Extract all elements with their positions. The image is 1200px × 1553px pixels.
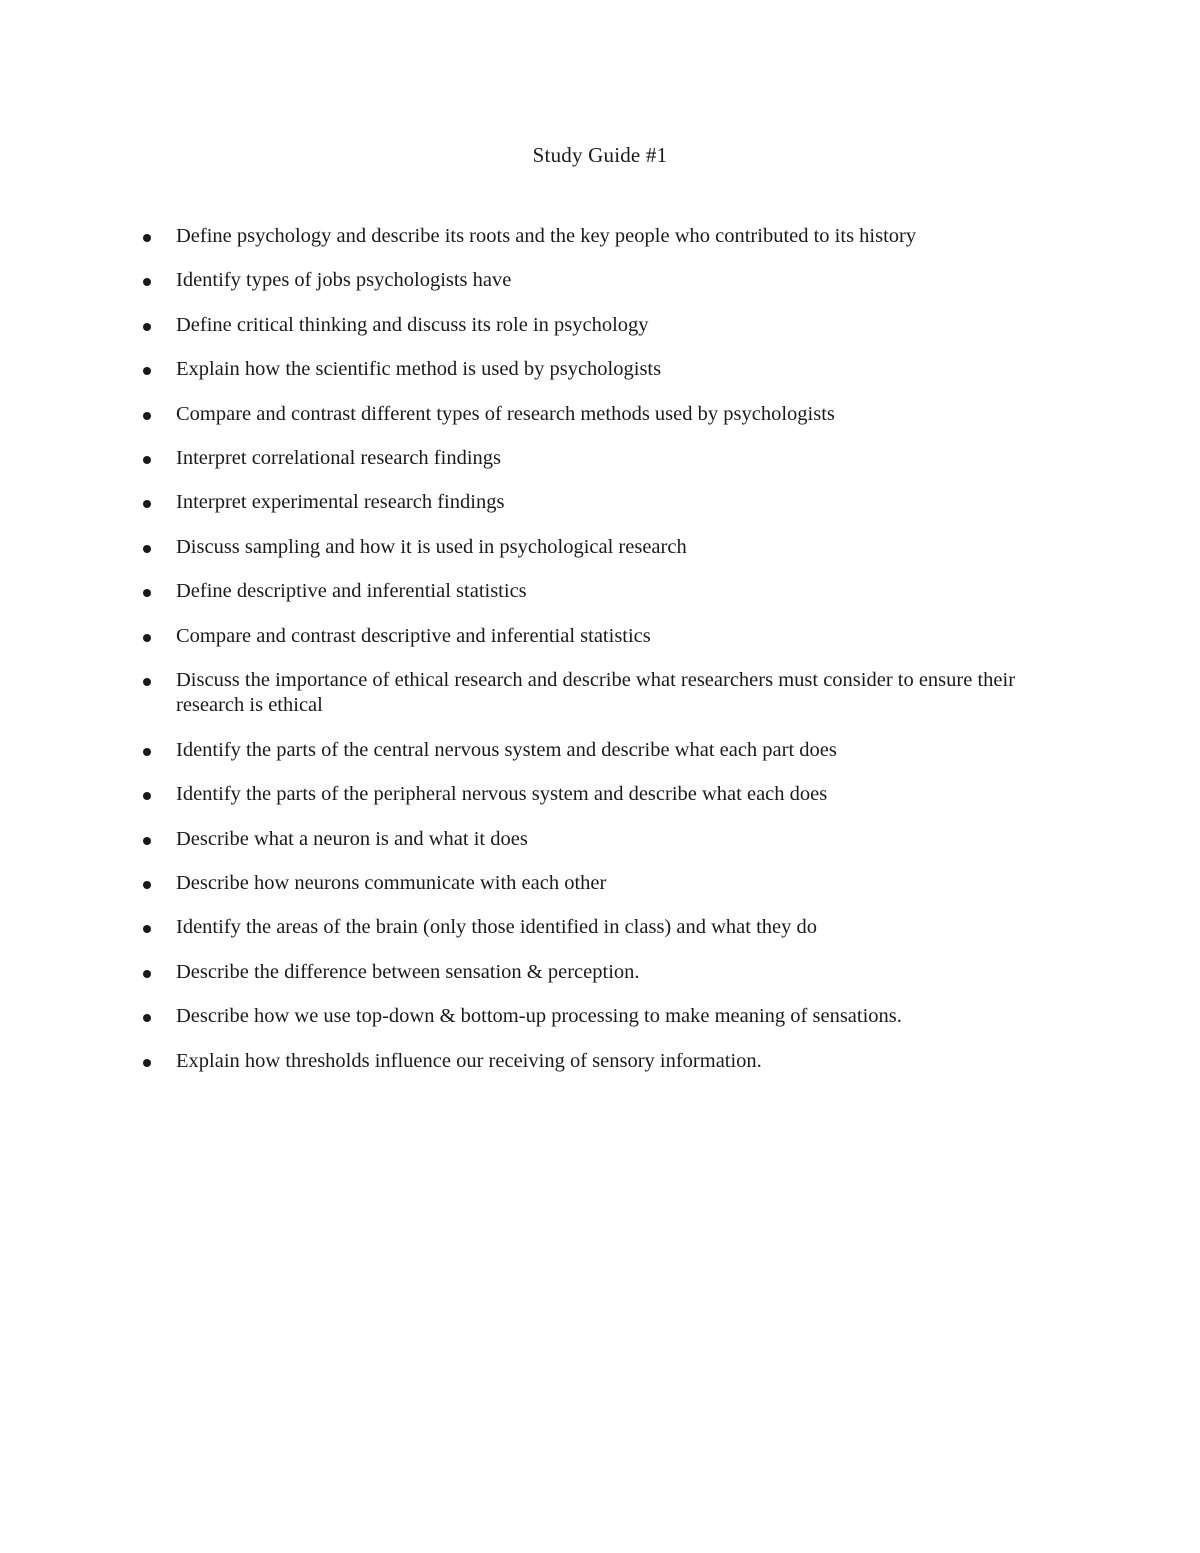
- list-item-text: Interpret experimental research findings: [176, 491, 505, 514]
- list-item: [0, 1004, 1200, 1030]
- list-item: [0, 490, 1200, 516]
- list-item: [0, 738, 1200, 764]
- list-item: [0, 357, 1200, 383]
- study-guide-list: [0, 224, 1200, 1093]
- list-item-text: Discuss the importance of ethical research and describe what researchers must consider to ensure their research is ethical: [176, 668, 1016, 717]
- bullet-icon: [143, 278, 151, 286]
- list-item: [0, 579, 1200, 605]
- bullet-icon: [143, 456, 151, 464]
- list-item-text: Describe the difference between sensation & perception.: [176, 960, 640, 983]
- list-item: [0, 782, 1200, 808]
- list-item-text: Explain how the scientific method is used by psychologists: [176, 358, 662, 381]
- list-item-text: Identify the areas of the brain (only those identified in class) and what they do: [176, 916, 817, 939]
- list-item-text: Identify the parts of the central nervous system and describe what each part does: [176, 738, 837, 761]
- bullet-icon: [143, 634, 151, 642]
- list-item-text: Describe how neurons communicate with each other: [176, 871, 607, 894]
- bullet-icon: [143, 792, 151, 800]
- list-item: [0, 402, 1200, 428]
- list-item-text: Discuss sampling and how it is used in psychological research: [176, 535, 687, 558]
- list-item-text: Compare and contrast different types of research methods used by psychologists: [176, 402, 835, 425]
- bullet-icon: [143, 748, 151, 756]
- list-item-text: Compare and contrast descriptive and inferential statistics: [176, 624, 651, 647]
- list-item: [0, 871, 1200, 897]
- list-item-text: Describe how we use top-down & bottom-up processing to make meaning of sensations.: [176, 1005, 902, 1028]
- bullet-icon: [143, 412, 151, 420]
- list-item: [0, 624, 1200, 650]
- list-item-text: Define psychology and describe its roots and the key people who contributed to its history: [176, 225, 917, 247]
- list-item: [0, 668, 1200, 719]
- list-item-text: Interpret correlational research findings: [176, 446, 501, 469]
- list-item: [0, 915, 1200, 941]
- bullet-icon: [143, 500, 151, 508]
- list-item-text: Explain how thresholds influence our receiving of sensory information.: [176, 1049, 762, 1072]
- list-item: [0, 224, 1200, 250]
- list-item-text: Define critical thinking and discuss its role in psychology: [176, 313, 649, 336]
- bullet-icon: [143, 837, 151, 845]
- list-item-text: Describe what a neuron is and what it does: [176, 827, 528, 850]
- bullet-icon: [143, 881, 151, 889]
- bullet-icon: [143, 234, 151, 242]
- bullet-icon: [143, 367, 151, 375]
- bullet-icon: [143, 323, 151, 331]
- list-item: [0, 535, 1200, 561]
- bullet-icon: [143, 545, 151, 553]
- bullet-icon: [143, 589, 151, 597]
- bullet-icon: [143, 1014, 151, 1022]
- list-item: [0, 268, 1200, 294]
- bullet-icon: [143, 678, 151, 686]
- list-item: [0, 1049, 1200, 1075]
- bullet-icon: [143, 1059, 151, 1067]
- list-item: [0, 446, 1200, 472]
- list-item: [0, 313, 1200, 339]
- list-item-text: Identify the parts of the peripheral nervous system and describe what each does: [176, 783, 828, 806]
- list-item-text: Identify types of jobs psychologists have: [176, 269, 512, 292]
- list-item-text: Define descriptive and inferential statistics: [176, 580, 527, 603]
- page-title: Study Guide #1: [532, 143, 668, 167]
- list-item: [0, 960, 1200, 986]
- list-item: [0, 827, 1200, 853]
- bullet-icon: [143, 970, 151, 978]
- bullet-icon: [143, 925, 151, 933]
